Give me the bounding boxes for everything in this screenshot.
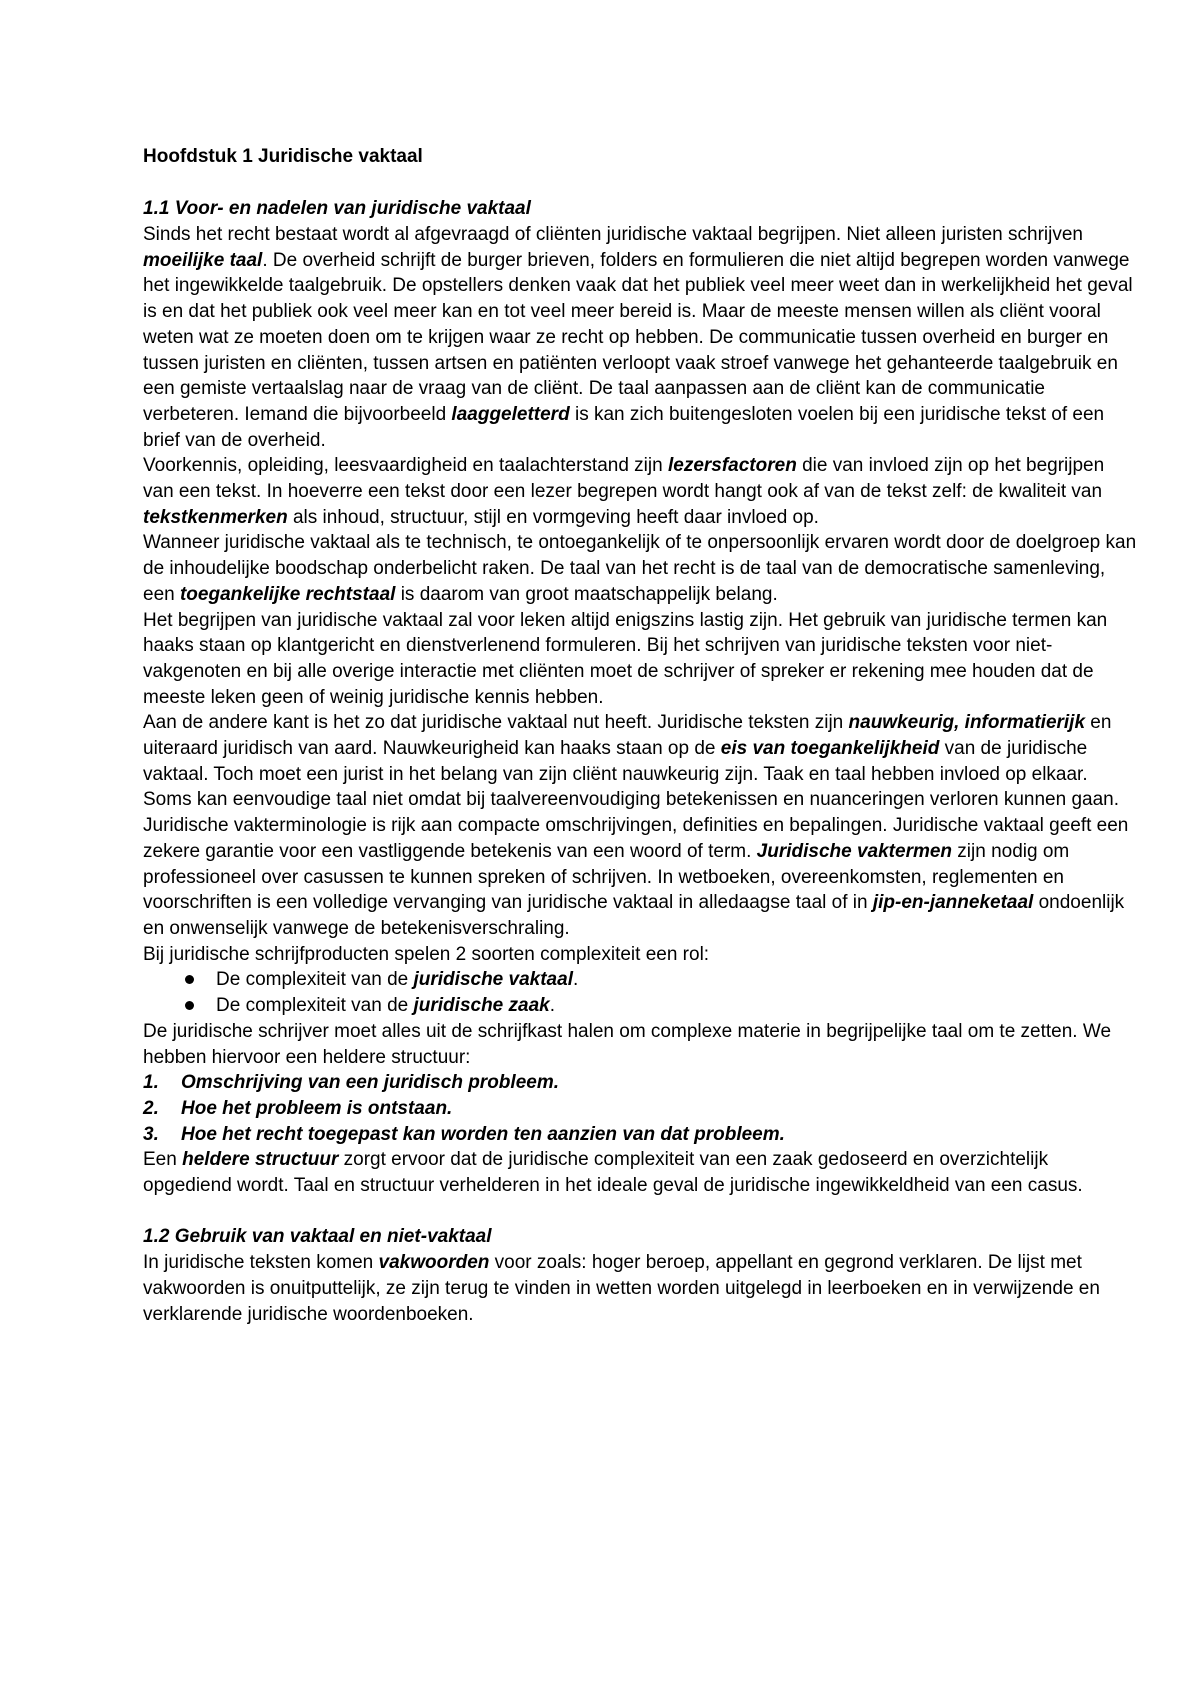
paragraph-4: Het begrijpen van juridische vaktaal zal voor leken altijd enigszins lastig zijn. Het gebruik van juridische termen kan haaks staan op klantgericht en dienstverlenend formuleren. Bij het schrijven van juridische teksten voor niet-vakgenoten en bij alle overige interactie met cliënten moet de schrijver of spreker er rekening mee houden dat de meeste leken geen of weinig juridische kennis hebben.: [143, 609, 1108, 708]
key-term: juridische vaktaal: [413, 969, 573, 991]
text-run: . De overheid schrijft de burger brieven, folders en formulieren die niet altijd begrepen worden vanwege het ingewikkelde taalgebruik. De opstellers denken vaak dat het publiek veel meer weet dan in werkelijkheid het geval is en dat het publiek ook veel meer kan en tot veel meer bereid is. Maar de meeste mensen willen als cliënt vooral weten wat ze moeten doen om te krijgen waar ze recht op hebben. De communicatie tussen overheid en burger en tussen juristen en cliënten, tussen artsen en patiënten verloopt vaak stroef vanwege het gehanteerde taalgebruik en een gemiste vertaalslag naar de vraag van de cliënt. De taal aanpassen aan de cliënt kan de communicatie verbeteren. Iemand die bijvoorbeeld: [143, 249, 1133, 425]
text-run: Aan de andere kant is het zo dat juridische vaktaal nut heeft. Juridische teksten zijn: [143, 712, 849, 734]
key-term: toegankelijke rechtstaal: [179, 583, 396, 605]
text-run: Sinds het recht bestaat wordt al afgevraagd of cliënten juridische vaktaal begrijpen. Niet alleen juristen schrijven: [143, 224, 1083, 245]
text-run: Voorkennis, opleiding, leesvaardigheid en taalachterstand zijn: [143, 455, 668, 477]
text-run: van de juridische vaktaal. Toch moet een jurist in het belang van zijn cliënt nauwkeurig zijn. Taak en taal hebben invloed op elkaar. Soms kan eenvoudige taal niet omdat bij taalvereenvoudiging betekenissen en nuanceringen verloren kunnen gaan. Juridische vakterminologie is rijk aan compacte omschrijvingen, definities en bepalingen. Juridische vaktaal geeft een zekere garantie voor een vastliggende betekenis van een woord of term.: [143, 738, 1129, 862]
key-term: jip-en-janneketaal: [872, 892, 1034, 914]
text-run: .: [572, 969, 579, 991]
paragraph-1: [143, 222, 1140, 453]
blank-line: [143, 1199, 1140, 1225]
key-term: Juridische vaktermen: [756, 840, 953, 862]
key-term: vakwoorden: [378, 1252, 490, 1274]
chapter-title: Hoofdstuk 1 Juridische vaktaal: [143, 146, 423, 167]
key-term: juridische zaak: [413, 995, 550, 1017]
text-run: De complexiteit van de: [216, 969, 414, 991]
numbered-list: [143, 1070, 1140, 1147]
paragraph-5: [143, 710, 1140, 941]
paragraph-2: [143, 453, 1140, 530]
text-run: zijn nodig om professioneel over casussen te kunnen spreken of schrijven. In wetboeken, overeenkomsten, reglementen en voorschriften is een volledige vervanging van juridische vaktaal in alledaagse taal of in: [143, 840, 1070, 914]
paragraph-3: [143, 530, 1140, 607]
bullet-icon: [185, 975, 194, 984]
text-run: zorgt ervoor dat de juridische complexiteit van een zaak gedoseerd en overzichtelijk opgediend wordt. Taal en structuur verhelderen in het ideale geval de juridische ingewikkeldheid van een casus.: [143, 1149, 1083, 1197]
list-item: [143, 1096, 1140, 1122]
bullet-icon: [185, 1001, 194, 1010]
text-run: ondoenlijk en onwenselijk vanwege de betekenisverschraling.: [143, 892, 1125, 939]
paragraph-7: De juridische schrijver moet alles uit de schrijfkast halen om complexe materie in begrijpelijke taal om te zetten. We hebben hiervoor een heldere structuur:: [143, 1020, 1112, 1068]
list-item-text: Hoe het probleem is ontstaan.: [181, 1097, 453, 1119]
text-run: is daarom van groot maatschappelijk belang.: [395, 583, 778, 605]
paragraph-6: Bij juridische schrijfproducten spelen 2 soorten complexiteit een rol:: [143, 943, 710, 965]
list-item: [143, 967, 1140, 993]
section-title-1-1: 1.1 Voor- en nadelen van juridische vaktaal: [143, 198, 531, 219]
list-item: [143, 1122, 1140, 1148]
text-run: In juridische teksten komen: [143, 1252, 379, 1274]
bullet-list: [143, 967, 1140, 1018]
key-term: heldere structuur: [182, 1149, 339, 1171]
text-run: Een: [143, 1149, 183, 1171]
key-term: eis van toegankelijkheid: [720, 738, 940, 760]
key-term: nauwkeurig, informatierijk: [848, 712, 1086, 734]
text-run: die van invloed zijn op het begrijpen van een tekst. In hoeverre een tekst door een lezer begrepen wordt hangt ook af van de tekst zelf: de kwaliteit van: [143, 455, 1105, 503]
text-run: als inhoud, structuur, stijl en vormgeving heeft daar invloed op.: [287, 506, 819, 528]
list-item: [143, 993, 1140, 1019]
section-title-1-2: 1.2 Gebruik van vaktaal en niet-vaktaal: [143, 1226, 492, 1248]
key-term: lezersfactoren: [667, 455, 797, 477]
text-run: is kan zich buitengesloten voelen bij een juridische tekst of een brief van de overheid.: [143, 403, 1105, 451]
paragraph-9: [143, 1250, 1140, 1327]
text-run: voor zoals: hoger beroep, appellant en gegrond verklaren. De lijst met vakwoorden is onuitputtelijk, ze zijn terug te vinden in wetten worden uitgelegd in leerboeken en in verwijzende en verklarende juridische woordenboeken.: [143, 1252, 1100, 1325]
text-run: en uiteraard juridisch van aard. Nauwkeurigheid kan haaks staan op de: [143, 712, 1112, 760]
list-number: 2.: [143, 1097, 159, 1119]
paragraph-8: [143, 1147, 1140, 1198]
list-item-text: Omschrijving van een juridisch probleem.: [181, 1072, 559, 1094]
text-run: Wanneer juridische vaktaal als te technisch, te ontoegankelijk of te onpersoonlijk ervaren wordt door de doelgroep kan de inhoudelijke boodschap onderbelicht raken. De taal van het recht is de taal van de democratische samenleving, een: [143, 532, 1137, 605]
text-run: .: [549, 995, 556, 1017]
key-term: moeilijke taal: [143, 249, 263, 271]
list-number: 1.: [143, 1072, 159, 1094]
key-term: tekstkenmerken: [143, 506, 288, 528]
list-number: 3.: [143, 1123, 159, 1145]
list-item-text: Hoe het recht toegepast kan worden ten aanzien van dat probleem.: [181, 1123, 785, 1145]
key-term: laaggeletterd: [451, 403, 570, 425]
text-run: De complexiteit van de: [216, 995, 414, 1017]
list-item: [143, 1070, 1140, 1096]
